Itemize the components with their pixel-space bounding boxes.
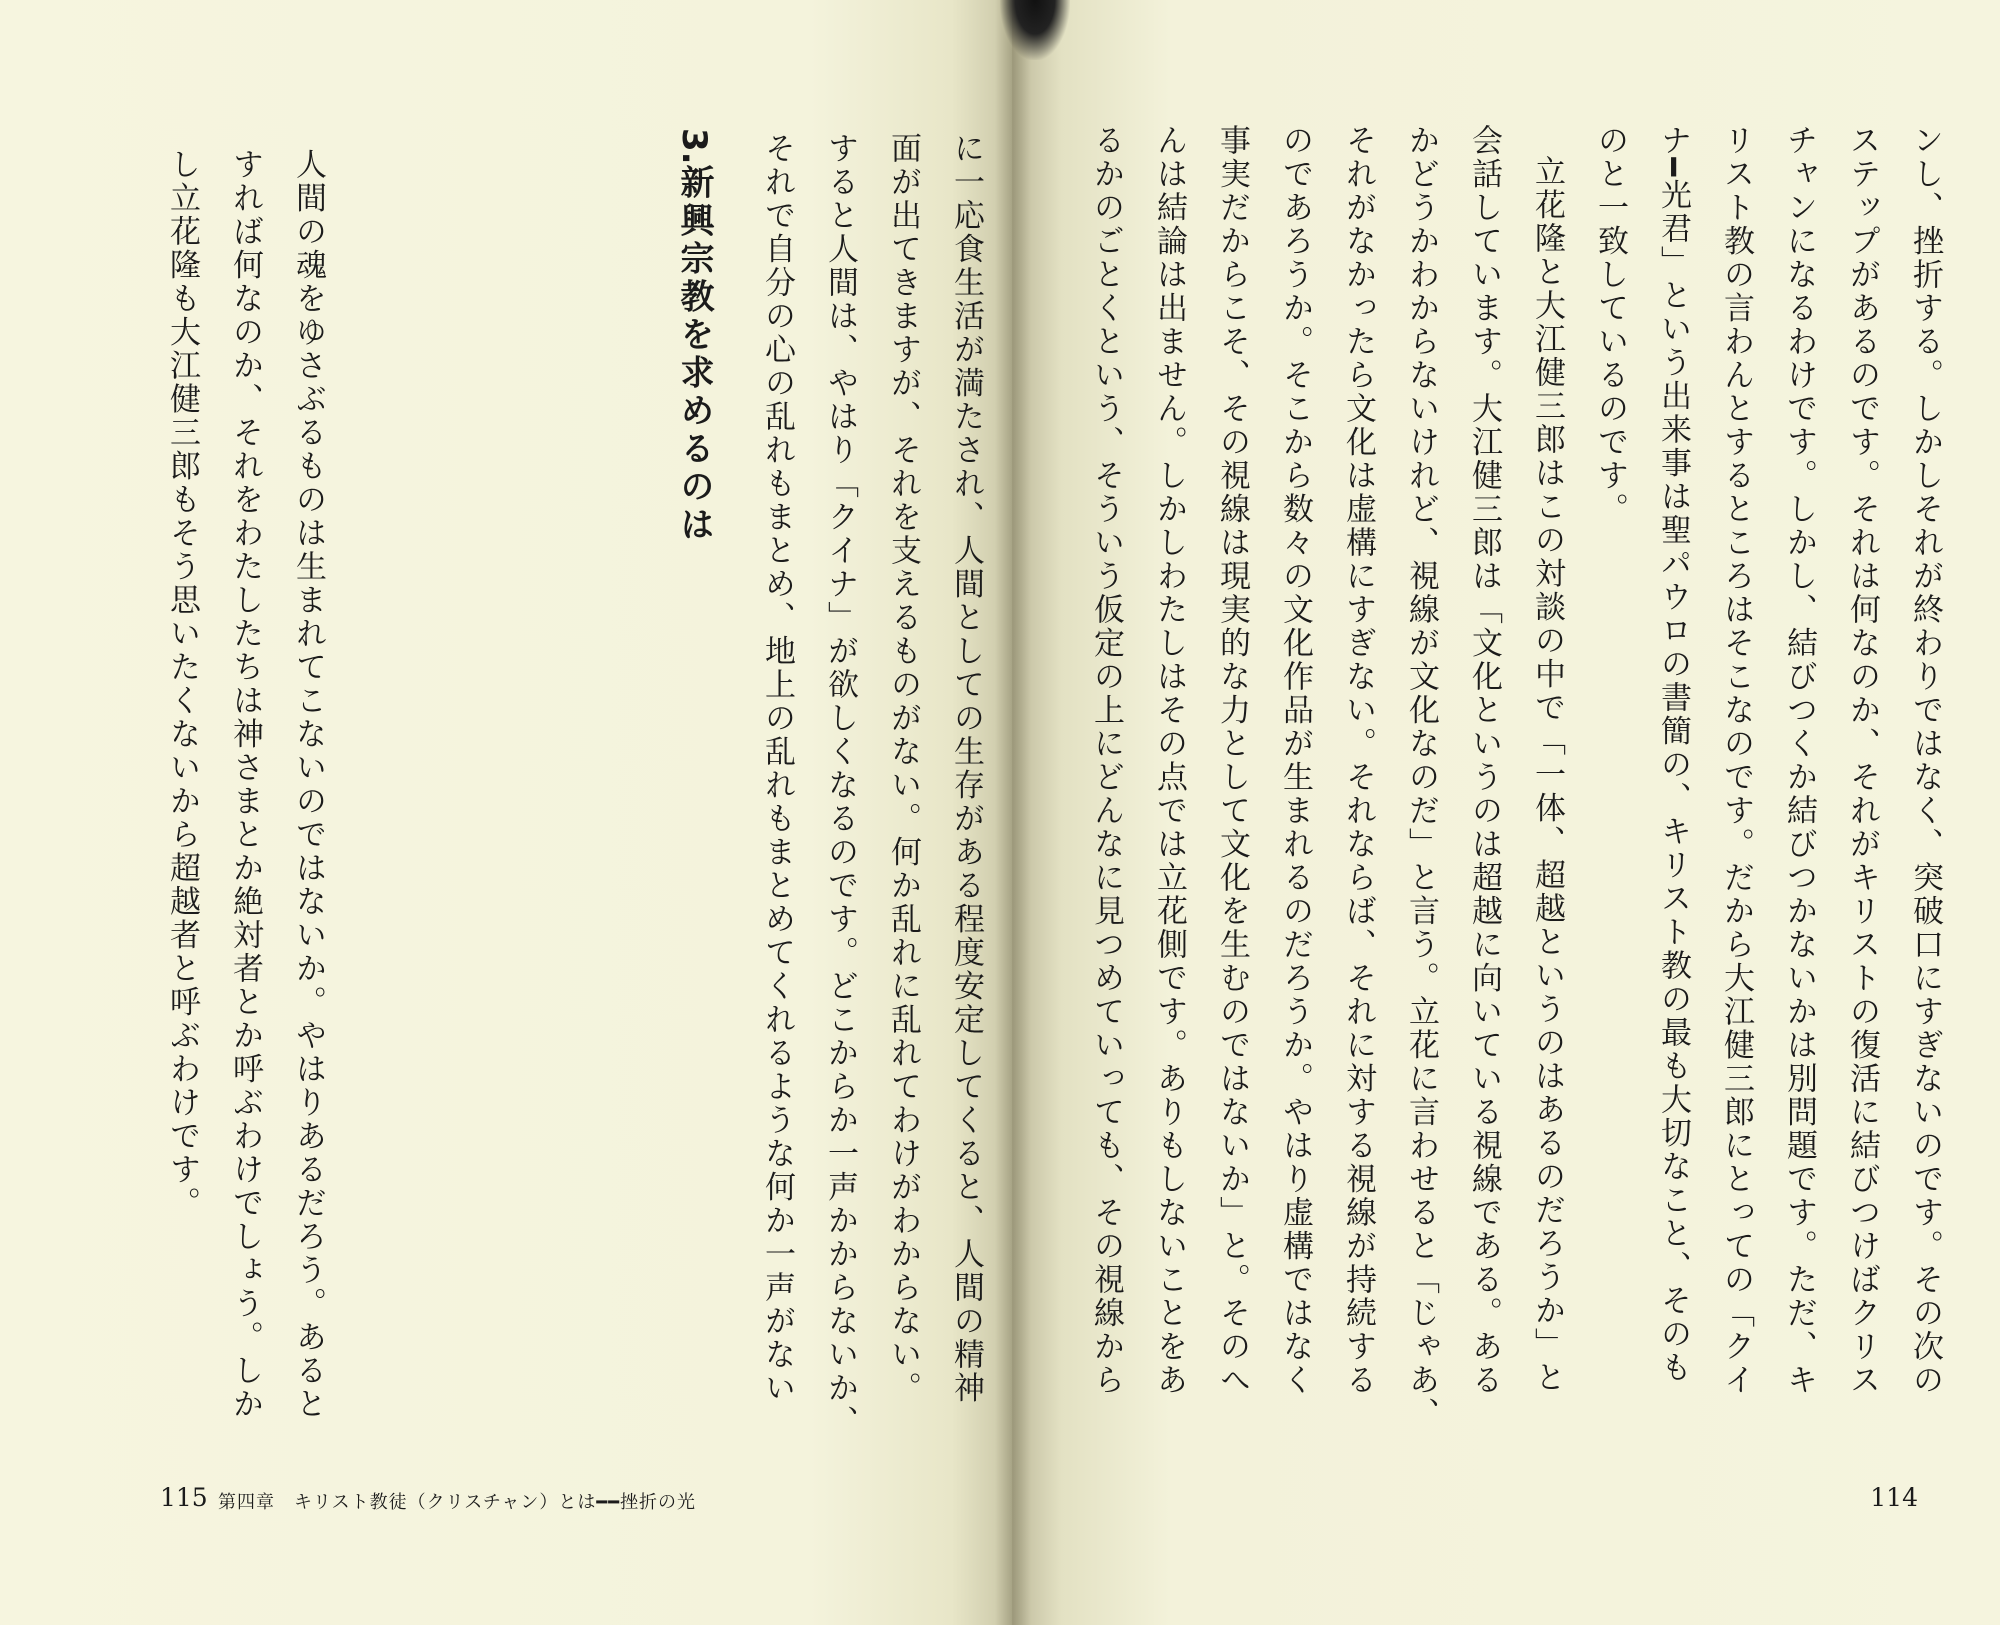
- text-line: のであろうか。そこから数々の文化作品が生まれるのだろうか。やはり虚構ではなく: [1277, 124, 1313, 1397]
- text-line: 人間の魂をゆさぶるものは生まれてこないのではないか。やはりあるだろう。あると: [290, 148, 326, 1421]
- left-paragraph-continued: [150, 148, 339, 1443]
- text-line: 事実だからこそ、その視線は現実的な力として文化を生むのではないか」と。そのへ: [1214, 124, 1250, 1397]
- page-number-right: 114: [1870, 1483, 1918, 1512]
- gutter-shadow: [995, 0, 1031, 1625]
- text-line: し立花隆も大江健三郎もそう思いたくないから超越者と呼ぶわけです。: [164, 148, 200, 1220]
- text-line: かどうかわからないけれど、視線が文化なのだ」と言う。立花に言わせると「じゃあ、: [1403, 124, 1439, 1431]
- running-head: 第四章 キリスト教徒（クリスチャン）とは━━挫折の光: [218, 1492, 697, 1513]
- text-line: ナ━光君」という出来事は聖パウロの書簡の、キリスト教の最も大切なこと、そのも: [1655, 124, 1691, 1385]
- left-section-body: [745, 132, 1012, 1452]
- section-number: 3.: [674, 128, 714, 165]
- spine-shadow: [1000, 0, 1070, 60]
- text-line: に一応食生活が満たされ、人間としての生存がある程度安定してくると、人間の精神: [948, 132, 984, 1405]
- text-line: のと一致しているのです。: [1592, 124, 1628, 526]
- section-title: 新興宗教を求めるのは: [674, 164, 714, 545]
- right-page: [1012, 0, 2000, 1625]
- text-line: それで自分の心の乱れもまとめ、地上の乱れもまとめてくれるような何か一声がない: [759, 132, 795, 1405]
- text-line: リスト教の言わんとするところはそこなのです。だから大江健三郎にとっての「クイ: [1718, 124, 1754, 1397]
- text-line: 会話しています。大江健三郎は「文化というのは超越に向いている視線である。ある: [1466, 124, 1502, 1397]
- text-line: ンし、挫折する。しかしそれが終わりではなく、突破口にすぎないのです。その次の: [1907, 124, 1943, 1397]
- text-line: ステップがあるのです。それは何なのか、それがキリストの復活に結びつけばクリス: [1844, 124, 1880, 1397]
- text-line: すれば何なのか、それをわたしたちは神さまとか絶対者とか呼ぶわけでしょう。しか: [227, 148, 263, 1421]
- text-line: るかのごとくという、そういう仮定の上にどんなに見つめていっても、その視線から: [1088, 124, 1124, 1397]
- text-line: 立花隆と大江健三郎はこの対談の中で「一体、超越というのはあるのだろうか」と: [1529, 155, 1565, 1395]
- text-line: チャンになるわけです。しかし、結びつくか結びつかないかは別問題です。ただ、キ: [1781, 124, 1817, 1397]
- right-page-body: [1074, 124, 1956, 1434]
- text-line: それがなかったら文化は虚構にすぎない。それならば、それに対する視線が持続する: [1340, 124, 1376, 1397]
- text-line: 面が出てきますが、それを支えるものがない。何か乱れに乱れてわけがわからない。: [885, 132, 921, 1405]
- text-line: んは結論は出ません。しかしわたしはその点では立花側です。ありもしないことをあ: [1151, 124, 1187, 1397]
- section-heading: [670, 128, 719, 545]
- page-number-left: 115: [160, 1483, 208, 1512]
- text-line: すると人間は、やはり「クイナ」が欲しくなるのです。どこからか一声かからないか、: [822, 132, 858, 1439]
